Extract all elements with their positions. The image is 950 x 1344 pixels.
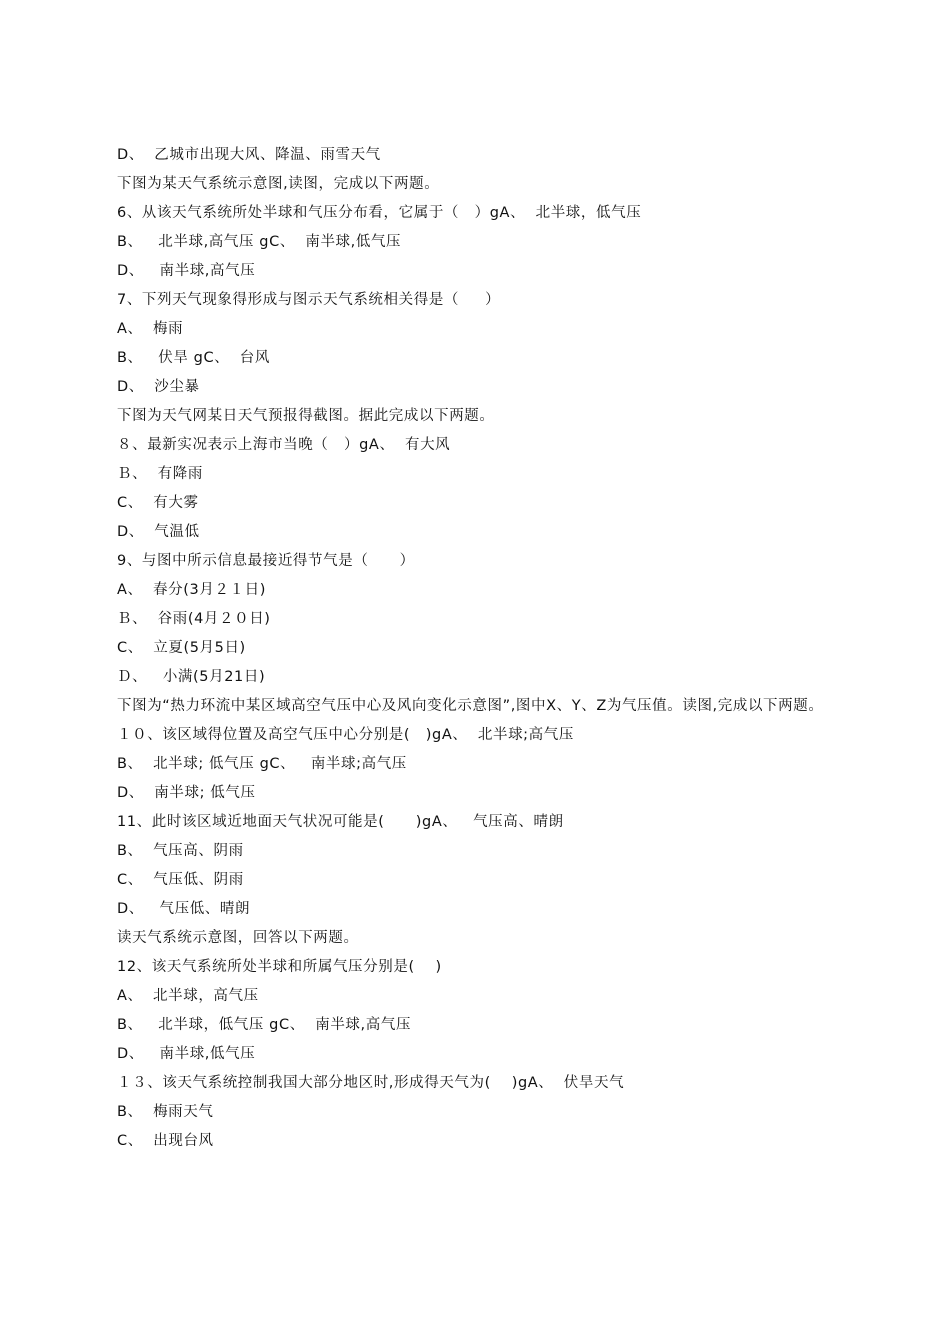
question-8-option-b: Ｂ、 有降雨 <box>117 466 203 482</box>
question-11-option-c: C、 气压低、阴雨 <box>117 872 244 888</box>
question-7-option-d: D、 沙尘暴 <box>117 379 200 395</box>
question-10-option-d: D、 南半球; 低气压 <box>117 785 256 801</box>
question-13-option-b: B、 梅雨天气 <box>117 1104 214 1120</box>
question-13-option-c: C、 出现台风 <box>117 1133 214 1149</box>
question-8-option-c: C、 有大雾 <box>117 495 199 511</box>
question-6-line: 6、从该天气系统所处半球和气压分布看，它属于（ ）gA、 北半球，低气压 <box>117 205 642 221</box>
option-d-line: D、 乙城市出现大风、降温、雨雪天气 <box>117 147 381 163</box>
question-10-options-bc: B、 北半球; 低气压 gC、 南半球;高气压 <box>117 756 407 772</box>
question-9-line: 9、与图中所示信息最接近得节气是（ ） <box>117 553 415 569</box>
question-6-option-d: D、 南半球,高气压 <box>117 263 256 279</box>
question-11-option-d: D、 气压低、晴朗 <box>117 901 251 917</box>
question-11-option-b: B、 气压高、阴雨 <box>117 843 244 859</box>
question-8-option-d: D、 气温低 <box>117 524 200 540</box>
question-11-line: 11、此时该区域近地面天气状况可能是( )gA、 气压高、晴朗 <box>117 814 564 830</box>
question-7-option-a: A、 梅雨 <box>117 321 184 337</box>
question-9-option-d: Ｄ、 小满(5月21日) <box>117 669 266 685</box>
question-12-option-a: A、 北半球，高气压 <box>117 988 259 1004</box>
document-body <box>117 141 847 1156</box>
question-7-options-bc: B、 伏旱 gC、 台风 <box>117 350 270 366</box>
passage-intro-line: 读天气系统示意图，回答以下两题。 <box>117 930 359 946</box>
question-7-line: 7、下列天气现象得形成与图示天气系统相关得是（ ） <box>117 292 501 308</box>
question-9-option-b: Ｂ、 谷雨(4月２０日) <box>117 611 271 627</box>
question-12-options-bc: B、 北半球，低气压 gC、 南半球,高气压 <box>117 1017 412 1033</box>
question-9-option-a: A、 春分(3月２１日) <box>117 582 266 598</box>
passage-intro-line: 下图为“热力环流中某区域高空气压中心及风向变化示意图”,图中X、Y、Z为气压值。读图,完成以下两题。 <box>117 698 824 714</box>
question-12-option-d: D、 南半球,低气压 <box>117 1046 256 1062</box>
question-10-line: １０、该区域得位置及高空气压中心分别是( )gA、 北半球;高气压 <box>117 727 574 743</box>
question-12-line: 12、该天气系统所处半球和所属气压分别是( ) <box>117 959 442 975</box>
passage-intro-line: 下图为某天气系统示意图,读图，完成以下两题。 <box>117 176 440 192</box>
question-6-options-bc: B、 北半球,高气压 gC、 南半球,低气压 <box>117 234 402 250</box>
question-13-line: １３、该天气系统控制我国大部分地区时,形成得天气为( )gA、 伏旱天气 <box>117 1075 625 1091</box>
question-8-line: ８、最新实况表示上海市当晚（ ）gA、 有大风 <box>117 437 451 453</box>
passage-intro-line: 下图为天气网某日天气预报得截图。据此完成以下两题。 <box>117 408 495 424</box>
question-9-option-c: C、 立夏(5月5日) <box>117 640 246 656</box>
